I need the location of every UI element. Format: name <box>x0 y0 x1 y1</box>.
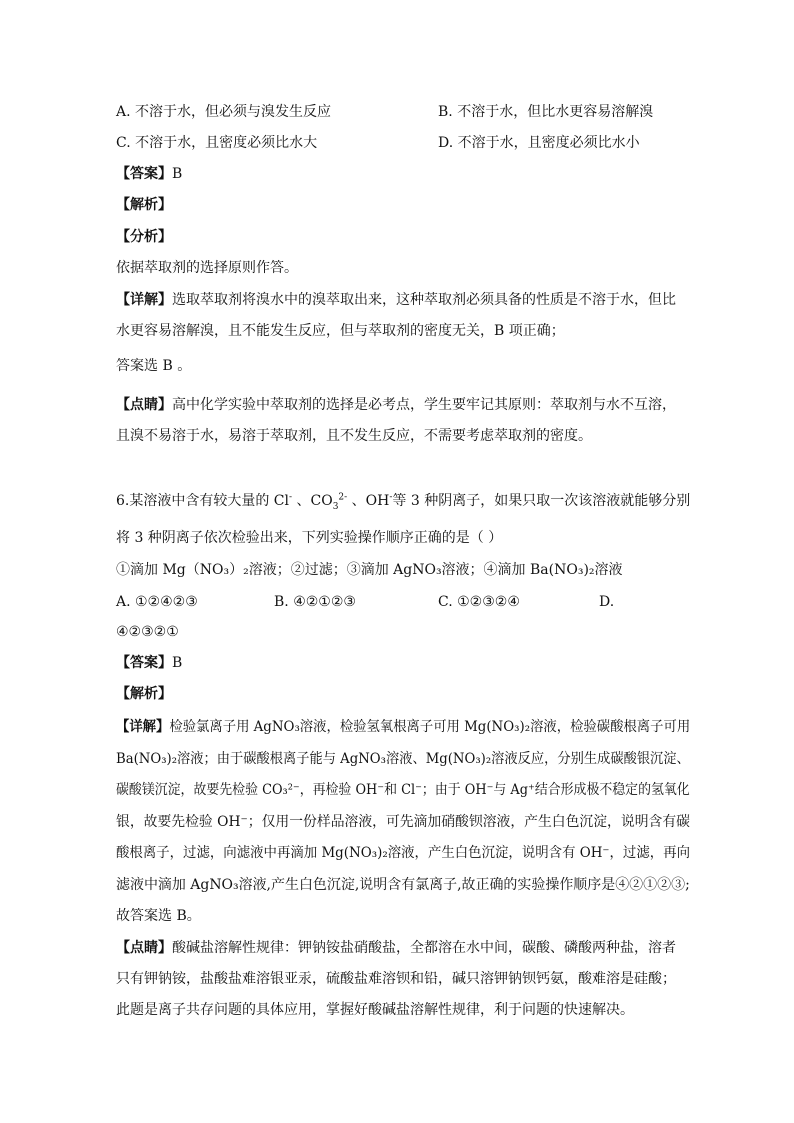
q5-detail-line2: 水更容易溶解溴，且不能发生反应，但与萃取剂的密度无关，B 项正确； <box>116 323 565 339</box>
q6-stem-sup2: 2- <box>338 492 348 503</box>
q5-review-line2: 且溴不易溶于水，易溶于萃取剂，且不发生反应，不需要考虑萃取剂的密度。 <box>116 428 592 444</box>
q6-detail-line3: 碳酸镁沉淀，故要先检验 CO₃²⁻，再检验 OH⁻和 Cl⁻；由于 OH⁻与 Ag⁺结合形成极不稳定的氢氧化 <box>116 782 690 798</box>
q6-review-text1: 酸碱盐溶解性规律：钾钠铵盐硝酸盐，全都溶在水中间，碳酸、磷酸两种盐，溶者 <box>172 940 676 956</box>
q5-answer-label: 【答案】 <box>116 166 172 182</box>
q6-answer <box>116 653 182 673</box>
q5-option-d: D. 不溶于水，且密度必须比水小 <box>438 135 640 151</box>
q5-review-text1: 高中化学实验中萃取剂的选择是必考点，学生要牢记其原则：萃取剂与水不互溶， <box>172 397 676 413</box>
q6-review-label: 【点睛】 <box>116 940 172 956</box>
q5-detail-text1: 选取萃取剂将溴水中的溴萃取出来，这种萃取剂必须具备的性质是不溶于水，但比 <box>172 292 676 308</box>
q6-review-line3: 此题是离子共存问题的具体应用，掌握好酸碱盐溶解性规律，利于问题的快速解决。 <box>116 1002 634 1018</box>
q6-stem-line2: 将 3 种阴离子依次检验出来，下列实验操作顺序正确的是（ ） <box>116 530 503 546</box>
q6-review-line2: 只有钾钠铵，盐酸盐难溶银亚汞，硫酸盐难溶钡和铅，碱只溶钾钠钡钙氨，酸难溶是硅酸； <box>116 971 676 987</box>
q6-option-b: B. ④②①②③ <box>274 594 356 610</box>
q6-analysis-label: 【解析】 <box>116 686 172 702</box>
q5-analysis-label: 【解析】 <box>116 197 172 213</box>
q6-stem-prefix: 6.某溶液中含有较大量的 Cl <box>116 493 289 509</box>
q6-stem-sup1: - <box>289 492 293 503</box>
q6-detail-line6: 滤液中滴加 AgNO₃溶液,产生白色沉淀,说明含有氯离子,故正确的实验操作顺序是④②①②③; <box>116 877 690 893</box>
q5-detail-line1 <box>116 290 676 310</box>
q6-stem-mid2: 、OH <box>347 493 390 509</box>
q6-answer-label: 【答案】 <box>116 655 172 671</box>
q5-review-label: 【点睛】 <box>116 397 172 413</box>
q6-review-line1 <box>116 938 676 958</box>
q5-review-line1 <box>116 395 676 415</box>
q5-answer <box>116 164 182 184</box>
q5-detail-label: 【详解】 <box>116 292 172 308</box>
q6-stem-sup3: - <box>389 492 393 503</box>
q5-option-a: A. 不溶于水，但必须与溴发生反应 <box>116 104 332 120</box>
q5-conclusion: 答案选 B 。 <box>116 358 192 374</box>
q5-option-b: B. 不溶于水，但比水更容易溶解溴 <box>438 104 654 120</box>
q6-option-d-text: ④②③②① <box>116 624 179 640</box>
q6-detail-line7: 故答案选 B。 <box>116 908 201 924</box>
q6-detail-line1 <box>116 717 690 737</box>
q6-option-a: A. ①②④②③ <box>116 594 198 610</box>
q6-detail-line5: 酸根离子，过滤，向滤液中再滴加 Mg(NO₃)₂溶液，产生白色沉淀，说明含有 OH⁻，过滤，再向 <box>116 845 690 861</box>
q6-answer-value: B <box>172 655 183 671</box>
q6-detail-label: 【详解】 <box>116 719 170 735</box>
q6-stem-line1 <box>116 491 690 511</box>
q6-option-d-label: D. <box>599 594 615 610</box>
q6-stem-sub: 3 <box>332 501 339 512</box>
q6-steps: ①滴加 Mg（NO₃）₂溶液；②过滤；③滴加 AgNO₃溶液；④滴加 Ba(NO₃)₂溶液 <box>116 562 623 578</box>
q6-stem-mid1: 、CO <box>292 493 333 509</box>
q5-option-c: C. 不溶于水，且密度必须比水大 <box>116 135 318 151</box>
q6-detail-line4: 银，故要先检验 OH⁻；仅用一份样品溶液，可先滴加硝酸钡溶液，产生白色沉淀，说明含有碳 <box>116 814 690 830</box>
q6-stem-suffix: 等 3 种阴离子，如果只取一次该溶液就能够分别 <box>392 493 691 509</box>
q5-fenxi-text: 依据萃取剂的选择原则作答。 <box>116 260 298 276</box>
q6-option-c: C. ①②③②④ <box>438 594 520 610</box>
q6-detail-text1: 检验氯离子用 AgNO₃溶液，检验氢氧根离子可用 Mg(NO₃)₂溶液，检验碳酸根离子可用 <box>169 719 691 735</box>
q6-detail-line2: Ba(NO₃)₂溶液；由于碳酸根离子能与 AgNO₃溶液、Mg(NO₃)₂溶液反应，分别生成碳酸银沉淀、 <box>116 751 690 767</box>
q5-answer-value: B <box>172 166 183 182</box>
q5-fenxi-label: 【分析】 <box>116 229 172 245</box>
